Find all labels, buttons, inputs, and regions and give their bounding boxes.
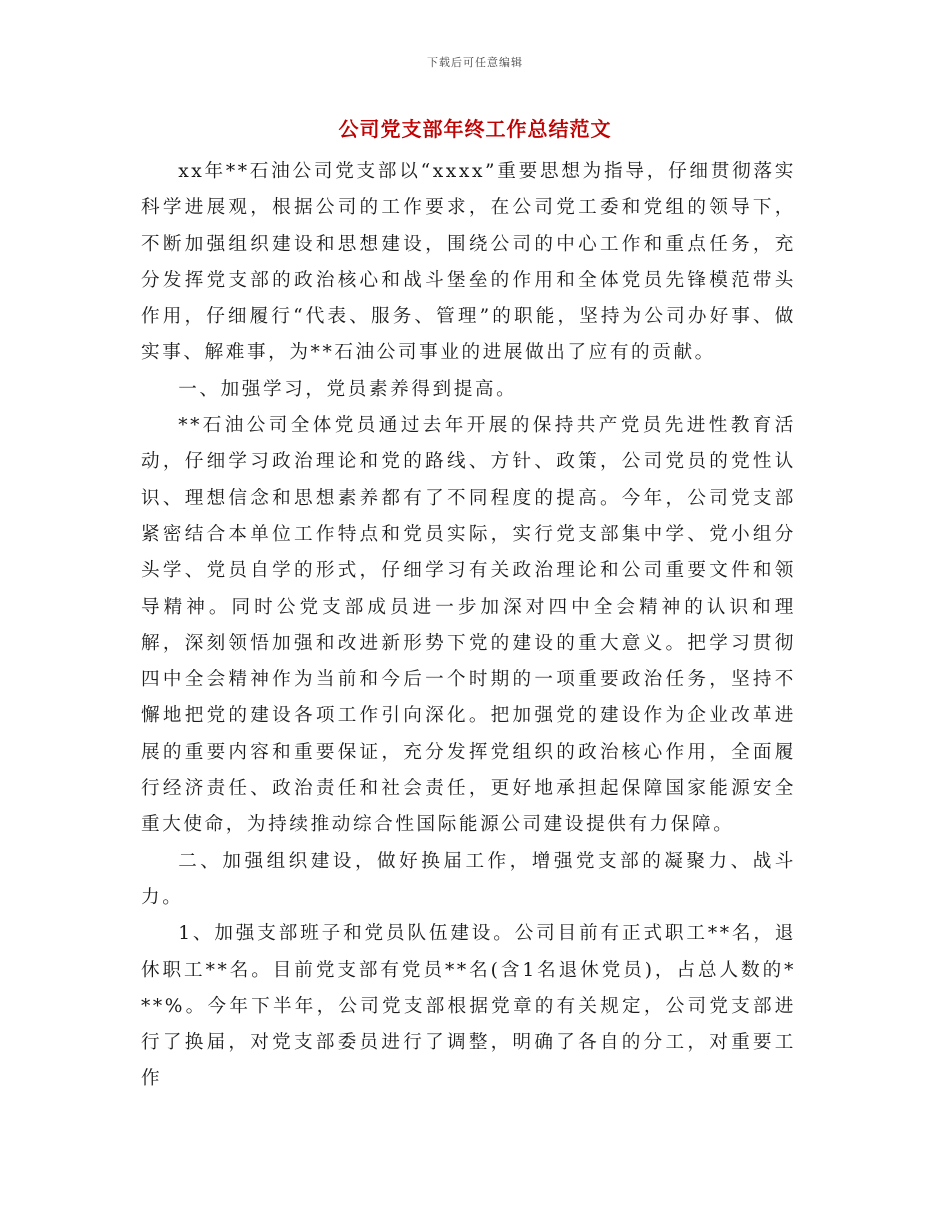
paragraph-study: **石油公司全体党员通过去年开展的保持共产党员先进性教育活动，仔细学习政治理论和党的路线、方针、政策，公司党员的党性认识、理想信念和思想素养都有了不同程度的提高。今年，公司党支部紧密结合本单位工作特点和党员实际，实行党支部集中学、党小组分头学、党员自学的形式，仔细学习有关政治理论和公司重要文件和领导精神。同时公党支部成员进一步加深对四中全会精神的认识和理解，深刻领悟加强和改进新形势下党的建设的重大意义。把学习贯彻四中全会精神作为当前和今后一个时期的一项重要政治任务，坚持不懈地把党的建设各项工作引向深化。把加强党的建设作为企业改革进展的重要内容和重要保证，充分发挥党组织的政治核心作用，全面履行经济责任、政治责任和社会责任，更好地承担起保障国家能源安全重大使命，为持续推动综合性国际能源公司建设提供有力保障。 bbox=[141, 415, 796, 836]
header-note: 下载后可任意编辑 bbox=[427, 56, 523, 69]
document-body bbox=[141, 154, 796, 1098]
paragraph-team-building: 1、加强支部班子和党员队伍建设。公司目前有正式职工**名，退休职工**名。目前党支部有党员**名(含1名退休党员)，占总人数的***%。今年下半年，公司党支部根据党章的有关规定，公司党支部进行了换届，对党支部委员进行了调整，明确了各自的分工，对重要工作 bbox=[141, 923, 796, 1090]
section-heading-1: 一、加强学习，党员素养得到提高。 bbox=[178, 378, 518, 400]
section-heading-2: 二、加强组织建设，做好换届工作，增强党支部的凝聚力、战斗力。 bbox=[141, 850, 796, 908]
document-title: 公司党支部年终工作总结范文 bbox=[338, 117, 612, 141]
paragraph-intro: xx年**石油公司党支部以“xxxx”重要思想为指导，仔细贯彻落实科学进展观，根据公司的工作要求，在公司党工委和党组的领导下，不断加强组织建设和思想建设，围绕公司的中心工作和重点任务，充分发挥党支部的政治核心和战斗堡垒的作用和全体党员先锋模范带头作用，仔细履行“代表、服务、管理”的职能，坚持为公司办好事、做实事、解难事，为**石油公司事业的进展做出了应有的贡献。 bbox=[141, 161, 796, 364]
